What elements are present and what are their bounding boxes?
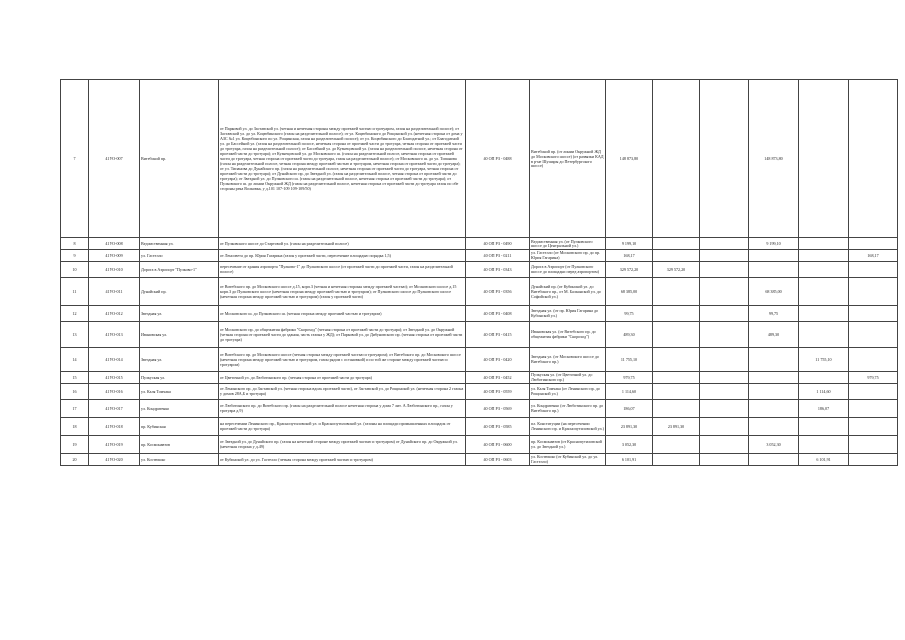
table-row: [61, 321, 898, 347]
row-description: пересечение от здания аэропорта "Пулково-1" до Пулковского шоссе (от проезжей части до проезжей части, газон на разделительной полосе): [219, 261, 466, 277]
row-area-col-2: [653, 453, 700, 465]
row-boundaries: Витебский пр. (от линии Окружной ЖД до Московского шоссе) (от развязки КАД в р-не Шушары до Петербургского шоссе): [530, 80, 606, 238]
row-number: 8: [61, 238, 89, 250]
table-row: [61, 80, 898, 238]
row-road-id: 40 ОП РЗ - 0415: [466, 321, 530, 347]
row-area-col-3: [700, 383, 749, 399]
row-boundaries: ул. Костюшко (от Кубинской ул. до ул. Гастелло): [530, 453, 606, 465]
row-description: от Звездной ул. до Дунайского пр. (газон на нечетной стороне между проезжей частью и тротуаром) от Дунайского пр. до Окружной ул. (нечетная сторона у д.49): [219, 435, 466, 453]
row-boundaries: ул. Каля Томчака (от Ленинского пр. до Рощинской ул.): [530, 383, 606, 399]
row-area-col-5: [799, 238, 849, 250]
row-street-name: Ивановская ул.: [140, 321, 219, 347]
row-description: от Кубинской ул. до ул. Гастелло (четная сторона между проезжей частью и тротуаром): [219, 453, 466, 465]
row-area-col-5: [799, 261, 849, 277]
row-area-col-6: [849, 347, 898, 371]
row-street-name: Дорога в Аэропорт "Пулково-1": [140, 261, 219, 277]
row-area-col-6: [849, 261, 898, 277]
row-area-col-2: [653, 321, 700, 347]
row-area-col-3: [700, 435, 749, 453]
row-area-col-6: [849, 238, 898, 250]
row-description: от Московского пр. до общежития фабрики "Скороход" (четная сторона от проезжей части до тротуара); от Звездной ул. до Окружной (четная сторона от проезжей части до здания, часть газона у ЖД); от Парковой ул. до Дибуновского пр. (четная сторона от проезжей части до тротуара): [219, 321, 466, 347]
row-road-id: 40 ОП РЗ - 0452: [466, 371, 530, 383]
row-area-col-3: [700, 399, 749, 417]
row-area-total: 9 199,10: [606, 238, 653, 250]
document-table: [60, 79, 898, 466]
row-street-name: ул. Каля Томчака: [140, 383, 219, 399]
row-street-name: ул. Кондратенко: [140, 399, 219, 417]
row-area-col-3: [700, 261, 749, 277]
row-code: 41УО-017: [89, 399, 140, 417]
row-area-col-3: [700, 321, 749, 347]
row-description: от Ленсовета до пр. Юрия Гагарина (газон у проезжей части, пересечение площадью порядка 1,5): [219, 249, 466, 261]
row-area-total: 11 755,10: [606, 347, 653, 371]
row-area-col-6: 979,75: [849, 371, 898, 383]
row-area-col-4: [749, 453, 799, 465]
table-row: [61, 238, 898, 250]
row-area-col-6: 168,17: [849, 249, 898, 261]
row-area-col-5: 11 755,10: [799, 347, 849, 371]
row-boundaries: Дунайский пр. (от Кубинской ул. до Витебского пр., от М. Балканской ул. до Софийской ул.): [530, 277, 606, 305]
row-area-col-2: [653, 347, 700, 371]
row-area-col-5: 6 101,91: [799, 453, 849, 465]
row-code: 41УО-020: [89, 453, 140, 465]
row-number: 14: [61, 347, 89, 371]
row-code: 41УО-012: [89, 305, 140, 321]
row-boundaries: Дорога в Аэропорт (от Пулковского шоссе до площадки перед аэропортом): [530, 261, 606, 277]
row-area-col-5: [799, 80, 849, 238]
row-boundaries: ул. Кондратенко (от Люботинского пр. до Витебского пр.): [530, 399, 606, 417]
row-description: от Люботинского пр. до Витебского пр. (газон на разделительной полосе нечетная сторона у дома 7 лит. А Люботинского пр., газон у тротуара д.9): [219, 399, 466, 417]
row-area-col-3: [700, 347, 749, 371]
row-boundaries: пл. Конституции (на пересечении Ленинского пр. и Краснопутиловской ул.): [530, 417, 606, 435]
table-row: [61, 383, 898, 399]
row-area-col-2: [653, 80, 700, 238]
row-road-id: 40 ОП РЗ - 0490: [466, 238, 530, 250]
row-description: от Ленинского пр. до Заставской ул. (четная сторона вдоль проезжей части), от Заставской ул. до Рощинской ул. (нечетная сторона 2 газона у домов 28А,Б и тротуара): [219, 383, 466, 399]
row-area-col-2: [653, 435, 700, 453]
row-area-col-4: [749, 347, 799, 371]
row-area-total: 68 385,00: [606, 277, 653, 305]
row-area-col-4: [749, 261, 799, 277]
row-area-col-5: 186,07: [799, 399, 849, 417]
row-area-total: 329 572,20: [606, 261, 653, 277]
row-road-id: 40 ОП РЗ - 0408: [466, 305, 530, 321]
row-road-id: 40 ОП РЗ - 0420: [466, 347, 530, 371]
row-area-col-3: [700, 277, 749, 305]
row-area-total: 186,07: [606, 399, 653, 417]
row-area-col-2: [653, 277, 700, 305]
row-number: 15: [61, 371, 89, 383]
row-street-name: Витебский пр.: [140, 80, 219, 238]
row-road-id: 40 ОП РЗ - 0600: [466, 435, 530, 453]
row-area-col-6: [849, 383, 898, 399]
row-area-col-5: [799, 321, 849, 347]
row-road-id: 40 ОП РЗ - 0603: [466, 453, 530, 465]
table-row: [61, 249, 898, 261]
row-area-col-6: [849, 305, 898, 321]
row-boundaries: Звездная ул. (от пр. Юрия Гагарина до Кубинской ул.): [530, 305, 606, 321]
row-code: 41УО-013: [89, 321, 140, 347]
row-description: от Витебского пр. до Московского шоссе д.15, корп.3 (четная и нечетная стороны между проезжей частью); от Московского шоссе д.15 корп.3 до Пулковского шоссе (нечетная сторона между проезжей частью и тротуаром); от Пулковского шоссе до Пулковского шоссе (нечетная сторона между проезжей частью и тротуаром) (газон у проезжей части): [219, 277, 466, 305]
row-number: 10: [61, 261, 89, 277]
row-area-col-6: [849, 417, 898, 435]
row-area-col-2: [653, 399, 700, 417]
row-number: 17: [61, 399, 89, 417]
row-boundaries: Звездная ул. (от Московского шоссе до Витебского пр.): [530, 347, 606, 371]
row-road-id: 40 ОП РЗ - 0488: [466, 80, 530, 238]
row-area-col-5: [799, 249, 849, 261]
row-area-col-6: [849, 321, 898, 347]
row-number: 7: [61, 80, 89, 238]
row-area-col-2: [653, 249, 700, 261]
row-area-col-4: [749, 417, 799, 435]
row-street-name: ул. Гастелло: [140, 249, 219, 261]
row-number: 18: [61, 417, 89, 435]
row-area-col-5: [799, 371, 849, 383]
row-area-col-5: [799, 305, 849, 321]
row-area-col-4: 3 052,30: [749, 435, 799, 453]
row-street-name: пр. Космонавтов: [140, 435, 219, 453]
table-row: [61, 435, 898, 453]
row-area-col-6: [849, 80, 898, 238]
row-code: 41УО-007: [89, 80, 140, 238]
row-area-col-4: 68 385,00: [749, 277, 799, 305]
row-area-col-3: [700, 238, 749, 250]
row-street-name: Звездная ул.: [140, 347, 219, 371]
row-code: 41УО-010: [89, 261, 140, 277]
row-road-id: 40 ОП РЗ - 0569: [466, 399, 530, 417]
row-area-col-5: [799, 277, 849, 305]
row-code: 41УО-011: [89, 277, 140, 305]
row-description: от Цветочной ул. до Люботинского пр. (четная сторона от проезжей части до тротуара): [219, 371, 466, 383]
row-area-col-4: [749, 249, 799, 261]
row-street-name: ул. Костюшко: [140, 453, 219, 465]
row-number: 16: [61, 383, 89, 399]
row-area-col-2: 23 891,30: [653, 417, 700, 435]
row-area-col-4: 99,75: [749, 305, 799, 321]
row-road-id: 40 ОП РЗ - 0343: [466, 261, 530, 277]
row-area-col-2: [653, 238, 700, 250]
row-boundaries: Ивановская ул. (от Витебского пр. до общежития фабрики "Скороход"): [530, 321, 606, 347]
row-area-total: 6 101,91: [606, 453, 653, 465]
row-area-total: 168,17: [606, 249, 653, 261]
row-street-name: Звездная ул.: [140, 305, 219, 321]
row-description: от Пулковского шоссе до Стартовой ул. (газон на разделительной полосе): [219, 238, 466, 250]
row-area-total: 489,30: [606, 321, 653, 347]
row-area-col-3: [700, 249, 749, 261]
table-row: [61, 417, 898, 435]
row-area-col-5: [799, 435, 849, 453]
row-code: 41УО-016: [89, 383, 140, 399]
row-area-col-5: 1 114,60: [799, 383, 849, 399]
row-area-col-3: [700, 371, 749, 383]
row-number: 9: [61, 249, 89, 261]
row-area-col-6: [849, 453, 898, 465]
table-row: [61, 371, 898, 383]
table-row: [61, 399, 898, 417]
row-boundaries: ул. Гастелло (от Московского пр. до пр. Юрия Гагарина): [530, 249, 606, 261]
table-row: [61, 453, 898, 465]
row-area-col-3: [700, 417, 749, 435]
row-area-col-5: [799, 417, 849, 435]
row-code: 41УО-019: [89, 435, 140, 453]
row-code: 41УО-018: [89, 417, 140, 435]
row-area-total: 1 114,60: [606, 383, 653, 399]
row-code: 41УО-008: [89, 238, 140, 250]
row-area-col-2: [653, 305, 700, 321]
row-street-name: Дунайский пр.: [140, 277, 219, 305]
row-area-col-4: [749, 383, 799, 399]
row-area-total: 148 873,80: [606, 80, 653, 238]
row-area-col-2: 329 572,20: [653, 261, 700, 277]
row-area-total: 23 891,30: [606, 417, 653, 435]
table-row: [61, 347, 898, 371]
row-area-col-3: [700, 305, 749, 321]
row-code: 41УО-015: [89, 371, 140, 383]
row-number: 11: [61, 277, 89, 305]
row-description: от Московского ш. до Пулковского ш. (четная сторона между проезжей частью и тротуаром): [219, 305, 466, 321]
row-road-id: 40 ОП РЗ - 0211: [466, 249, 530, 261]
row-boundaries: Ведомственная ул. (от Пулковского шоссе до Центральной ул.): [530, 238, 606, 250]
row-area-total: 979,75: [606, 371, 653, 383]
row-boundaries: Пулкуская ул. (от Цветочной ул. до Люботинского пр.): [530, 371, 606, 383]
table-row: [61, 305, 898, 321]
row-area-total: 3 052,30: [606, 435, 653, 453]
row-area-total: 99,75: [606, 305, 653, 321]
row-area-col-4: 9 199,10: [749, 238, 799, 250]
row-road-id: 40 ОП РЗ - 0559: [466, 383, 530, 399]
row-description: на пересечении Ленинского пр., Краснопутиловской ул. и Краснопутиловской ул. (газоны на площади промышленных площадок от проезжей части до тротуара): [219, 417, 466, 435]
table-row: [61, 277, 898, 305]
table-body: [61, 80, 898, 466]
row-number: 12: [61, 305, 89, 321]
row-number: 13: [61, 321, 89, 347]
row-area-col-2: [653, 383, 700, 399]
row-area-col-4: 148 873,80: [749, 80, 799, 238]
row-area-col-6: [849, 277, 898, 305]
row-area-col-3: [700, 80, 749, 238]
row-boundaries: пр. Космонавтов (от Краснопутиловской ул. до Звездной ул.): [530, 435, 606, 453]
row-road-id: 40 ОП РЗ - 0585: [466, 417, 530, 435]
row-street-name: Ведомственная ул.: [140, 238, 219, 250]
row-street-name: Пулкуская ул.: [140, 371, 219, 383]
row-area-col-2: [653, 371, 700, 383]
row-code: 41УО-014: [89, 347, 140, 371]
row-area-col-6: [849, 399, 898, 417]
row-road-id: 40 ОП РЗ - 0356: [466, 277, 530, 305]
row-area-col-4: 489,30: [749, 321, 799, 347]
row-area-col-4: [749, 399, 799, 417]
row-description: от Парковой ул. до Заставской ул. (четная и нечетная стороны между проезжей частью и тротуаром, газон на разделительной полосе); от Заставской ул. до ул. Коцюбинского (газон на разделительной полосе); от ул. Коцюбинского до Рощинской ул. (нечетная сторона от дома у АЗС №1 ул. Коцюбинского по ул. Рощинская, газон на разделительной полосе); от ул. Коцюбинского до Благодатной ул.; от Благодатной ул. до Бассейной ул. (газон на разделительной полосе, нечетная сторона от проезжей части до тротуара, четная сторона от проезжей части до тротуара, газон на разделительной полосе); от Бассейной ул. до Кузнецовской ул. (газон на разделительной полосе, нечетная сторона от проезжей части до тротуара); от Кузнецовской ул. до Московского ш. (газон на разделительной полосе, нечетная сторона от проезжей части до тротуара, четная сторона от проезжей части до тротуара, газон на разделительной полосе); от Московского ш. до ул. Типанова (газон на разделительной полосе, четная сторона между проезжей частью и тротуаром, нечетная сторона от проезжей части до тротуара); от ул. Типанова до Дунайского пр. (газон на разделительной полосе, нечетная сторона от проезжей части до тротуара, четная сторона от проезжей части до тротуара); от Дунайского пр. до Звездной ул. (газон на разделительной полосе, четная сторона от проезжей части до тротуара); от Звездной ул. до Пулковского ш. (газон на разделительной полосе, нечетная сторона от проезжей части до тротуара); от Пулковского ш. до линии Окружной ЖД (газон на разделительной полосе, нечетная сторона от проезжей части до тротуара газон по обе стороны река Волковка, у д.101 107-109 109-109/50): [219, 80, 466, 238]
row-number: 20: [61, 453, 89, 465]
row-description: от Витебского пр. до Московского шоссе (четная сторона между проезжей частью и тротуаром); от Витебского пр. до Московского шоссе (нечетная сторона между проезжей частью и тротуаром, газон рядом с остановкой) и по той же стороне между проезжей частью и тротуаром): [219, 347, 466, 371]
row-number: 19: [61, 435, 89, 453]
row-area-col-6: [849, 435, 898, 453]
row-code: 41УО-009: [89, 249, 140, 261]
row-area-col-4: [749, 371, 799, 383]
row-street-name: пр. Кубинская: [140, 417, 219, 435]
table-row: [61, 261, 898, 277]
row-area-col-3: [700, 453, 749, 465]
